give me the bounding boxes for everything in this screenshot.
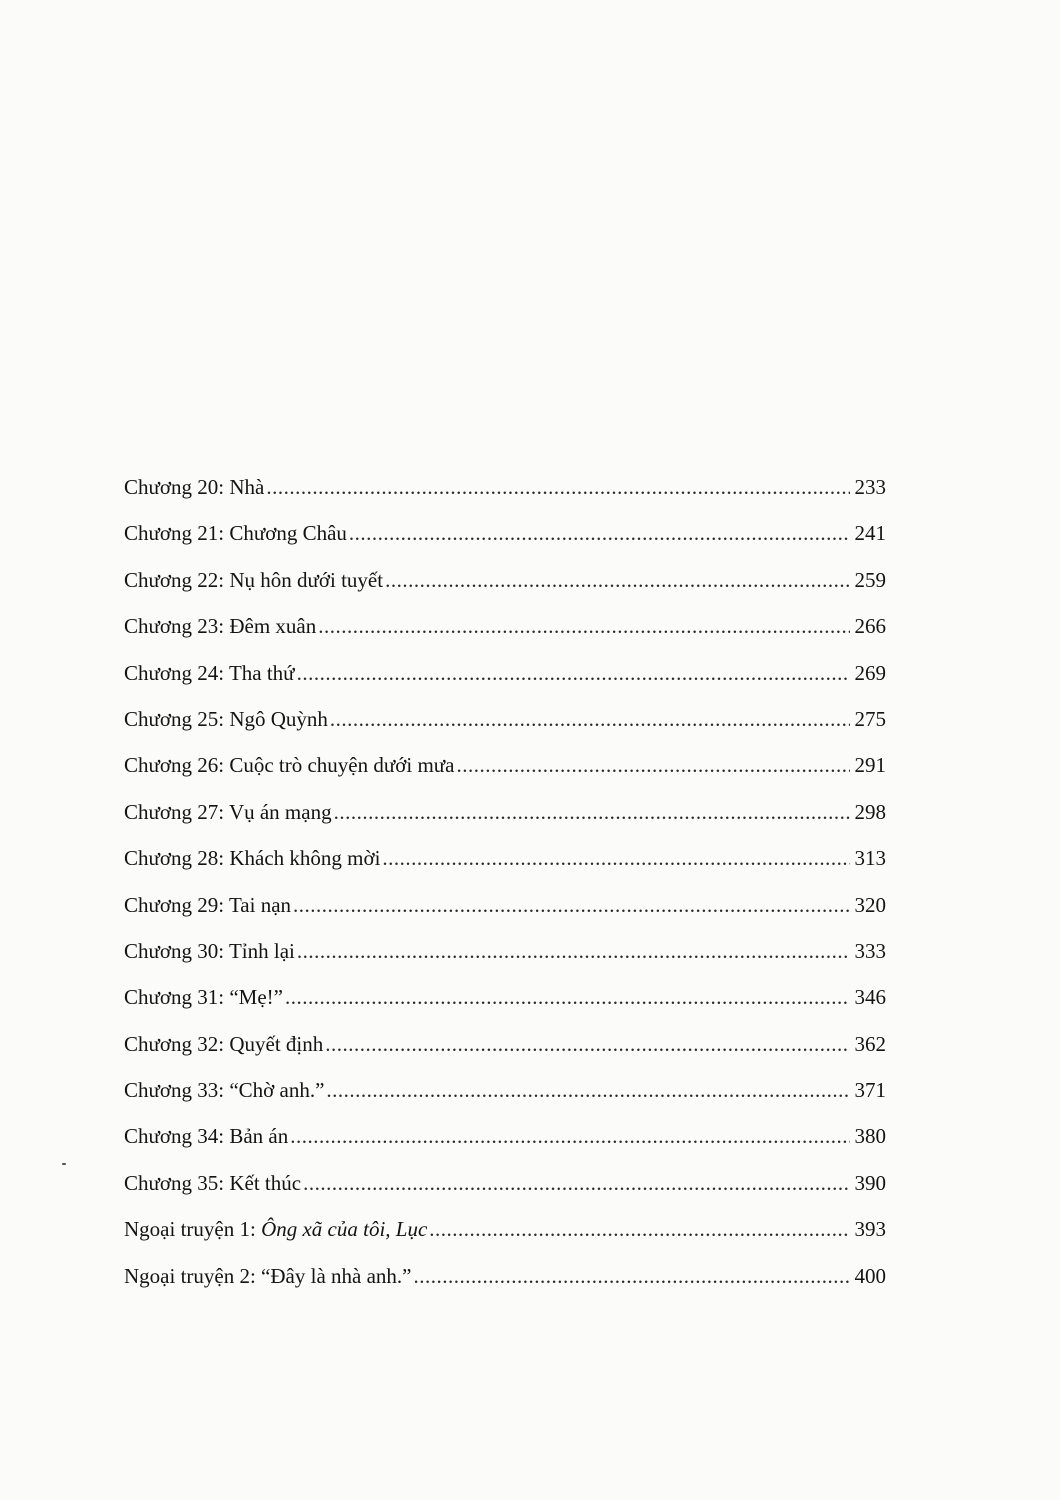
toc-entry-page: 291 [854,753,886,778]
toc-entry-title-italic: Ông xã của tôi, Lục [261,1217,428,1242]
toc-entry-page: 362 [854,1031,886,1056]
toc-dot-leader [334,789,850,835]
toc-entry [124,1253,886,1299]
toc-entry-title: Chương 25: Ngô Quỳnh [124,706,328,731]
toc-dot-leader [429,1206,850,1252]
toc-dot-leader [285,974,850,1020]
toc-dot-leader [385,557,850,603]
toc-entry [124,1113,886,1159]
paper-speck [62,1163,66,1165]
toc-entry [124,1067,886,1113]
toc-entry-page: 298 [854,799,886,824]
toc-entry [124,557,886,603]
toc-entry-title: Chương 26: Cuộc trò chuyện dưới mưa [124,753,455,778]
toc-entry [124,882,886,928]
toc-entry [124,1021,886,1067]
toc-entry [124,789,886,835]
toc-entry-title: Chương 33: “Chờ anh.” [124,1078,325,1103]
toc-dot-leader [297,650,850,696]
toc-entry-title-prefix: Ngoại truyện 1: [124,1217,262,1242]
toc-entry-page: 371 [854,1078,886,1103]
toc-dot-leader [266,464,850,510]
toc-entry-title: Chương 21: Chương Châu [124,521,347,546]
toc-entry [124,464,886,510]
toc-entry-title [124,1206,427,1252]
toc-entry-page: 320 [854,892,886,917]
toc-dot-leader [456,742,850,788]
toc-entry [124,696,886,742]
table-of-contents [124,464,886,1299]
toc-dot-leader [293,882,850,928]
toc-entry-page: 333 [854,938,886,963]
toc-entry [124,1160,886,1206]
toc-dot-leader [303,1160,850,1206]
toc-entry [124,1206,886,1252]
toc-entry-title: Chương 34: Bản án [124,1124,289,1149]
toc-entry-page: 380 [854,1124,886,1149]
toc-entry-title: Chương 31: “Mẹ!” [124,985,283,1010]
toc-entry [124,742,886,788]
toc-entry-page: 275 [854,706,886,731]
toc-entry-title: Chương 22: Nụ hôn dưới tuyết [124,567,384,592]
toc-entry-title: Chương 20: Nhà [124,475,265,499]
toc-entry-page: 346 [854,985,886,1010]
toc-entry [124,603,886,649]
toc-dot-leader [349,510,850,556]
toc-dot-leader [297,928,850,974]
toc-entry-title: Chương 27: Vụ án mạng [124,799,332,824]
toc-entry-page: 266 [854,614,886,639]
toc-dot-leader [413,1253,850,1299]
toc-entry-title: Chương 24: Tha thứ [124,660,295,685]
toc-entry [124,650,886,696]
toc-entry [124,510,886,556]
toc-entry-page: 393 [854,1217,886,1242]
toc-entry-page: 269 [854,660,886,685]
toc-entry-title: Chương 28: Khách không mời [124,846,381,871]
toc-entry-page: 259 [854,567,886,592]
toc-dot-leader [330,696,850,742]
toc-entry-title: Chương 30: Tỉnh lại [124,938,295,963]
toc-dot-leader [290,1113,850,1159]
toc-entry [124,835,886,881]
toc-entry-page: 241 [854,521,886,546]
toc-entry-page: 390 [854,1170,886,1195]
toc-dot-leader [382,835,850,881]
toc-entry-title: Chương 29: Tai nạn [124,892,292,917]
toc-dot-leader [326,1067,850,1113]
toc-dot-leader [325,1021,850,1067]
toc-entry-title: Ngoại truyện 2: “Đây là nhà anh.” [124,1263,412,1288]
toc-entry-page: 400 [854,1263,886,1288]
toc-entry-page: 233 [854,475,886,499]
toc-entry-title: Chương 35: Kết thúc [124,1170,302,1195]
toc-entry-title: Chương 32: Quyết định [124,1031,324,1056]
toc-entry [124,928,886,974]
toc-entry-page: 313 [854,846,886,871]
toc-entry [124,974,886,1020]
toc-entry-title: Chương 23: Đêm xuân [124,614,317,639]
toc-dot-leader [318,603,850,649]
